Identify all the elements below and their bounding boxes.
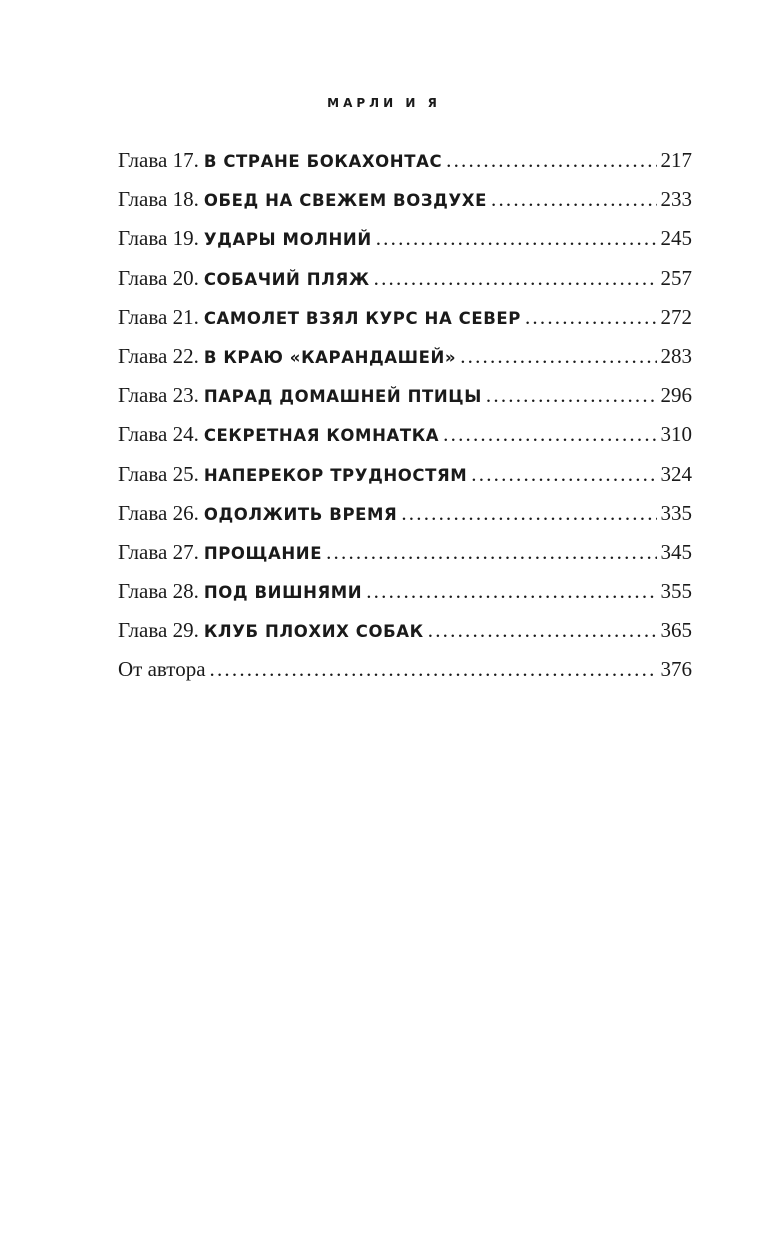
toc-entry[interactable]: [118, 305, 692, 344]
toc-entry-page: 324: [660, 461, 692, 486]
toc-entry-label: Глава 26.: [118, 500, 199, 525]
toc-entry-title: В КРАЮ «КАРАНДАШЕЙ»: [203, 347, 457, 367]
toc-entry-title: НАПЕРЕКОР ТРУДНОСТЯМ: [203, 465, 468, 485]
table-of-contents: [118, 148, 692, 697]
toc-dot-leader: [428, 618, 657, 643]
toc-entry-page: 283: [660, 343, 692, 368]
toc-entry-label: Глава 21.: [118, 304, 199, 329]
toc-entry-page: 217: [660, 148, 692, 172]
toc-entry[interactable]: [118, 462, 692, 501]
toc-entry-title: САМОЛЕТ ВЗЯЛ КУРС НА СЕВЕР: [203, 308, 521, 328]
toc-entry-title: ПОД ВИШНЯМИ: [203, 583, 363, 603]
toc-dot-leader: [460, 344, 656, 369]
toc-entry[interactable]: [118, 618, 692, 657]
toc-entry[interactable]: [118, 344, 692, 383]
toc-entry-label: Глава 18.: [118, 187, 199, 212]
toc-entry-title: УДАРЫ МОЛНИЙ: [203, 230, 372, 250]
toc-entry-page: 272: [660, 304, 692, 329]
toc-entry-title: ПРОЩАНИЕ: [203, 543, 323, 563]
toc-entry-title: КЛУБ ПЛОХИХ СОБАК: [203, 622, 424, 642]
toc-entry[interactable]: [118, 501, 692, 540]
toc-entry-title: СЕКРЕТНАЯ КОМНАТКА: [203, 426, 440, 446]
toc-entry-title: В СТРАНЕ БОКАХОНТАС: [203, 152, 443, 171]
toc-entry[interactable]: [118, 266, 692, 305]
toc-entry-label: Глава 23.: [118, 383, 199, 408]
toc-dot-leader: [446, 148, 656, 173]
toc-entry-title: ОДОЛЖИТЬ ВРЕМЯ: [203, 504, 398, 524]
toc-entry-page: 233: [660, 187, 692, 212]
toc-dot-leader: [401, 501, 656, 526]
toc-entry[interactable]: [118, 383, 692, 422]
toc-entry-title: ОБЕД НА СВЕЖЕМ ВОЗДУХЕ: [203, 191, 487, 211]
toc-entry[interactable]: [118, 226, 692, 265]
toc-entry-page: 376: [660, 657, 692, 682]
toc-entry-label: Глава 28.: [118, 579, 199, 604]
toc-entry-page: 310: [660, 422, 692, 447]
toc-entry-page: 355: [660, 579, 692, 604]
toc-entry[interactable]: [118, 579, 692, 618]
toc-entry-page: 345: [660, 539, 692, 564]
toc-entry[interactable]: [118, 187, 692, 226]
toc-entry[interactable]: [118, 422, 692, 461]
toc-entry-label: Глава 24.: [118, 422, 199, 447]
running-head: МАРЛИ И Я: [327, 96, 441, 110]
toc-entry-label: Глава 17.: [118, 148, 199, 172]
toc-dot-leader: [486, 383, 657, 408]
toc-dot-leader: [374, 266, 657, 291]
toc-dot-leader: [525, 305, 657, 330]
toc-entry-page: 257: [660, 265, 692, 290]
toc-entry-page: 365: [660, 618, 692, 643]
toc-entry-page: 296: [660, 383, 692, 408]
toc-dot-leader: [376, 226, 657, 251]
toc-entry-title: ПАРАД ДОМАШНЕЙ ПТИЦЫ: [203, 387, 482, 407]
toc-entry-page: 335: [660, 500, 692, 525]
toc-entry-label: Глава 20.: [118, 265, 199, 290]
toc-entry-label: Глава 27.: [118, 539, 199, 564]
toc-entry-label: От автора: [118, 657, 206, 682]
toc-dot-leader: [443, 422, 656, 447]
toc-dot-leader: [326, 540, 656, 565]
toc-entry[interactable]: [118, 148, 692, 187]
toc-entry-label: Глава 29.: [118, 618, 199, 643]
toc-entry-title: СОБАЧИЙ ПЛЯЖ: [203, 269, 370, 289]
toc-entry-label: Глава 25.: [118, 461, 199, 486]
toc-entry-label: Глава 22.: [118, 343, 199, 368]
toc-entry[interactable]: [118, 540, 692, 579]
toc-dot-leader: [210, 657, 657, 682]
toc-dot-leader: [471, 462, 656, 487]
toc-entry[interactable]: [118, 657, 692, 696]
toc-dot-leader: [366, 579, 656, 604]
toc-dot-leader: [491, 187, 657, 212]
toc-entry-label: Глава 19.: [118, 226, 199, 251]
toc-entry-page: 245: [660, 226, 692, 251]
